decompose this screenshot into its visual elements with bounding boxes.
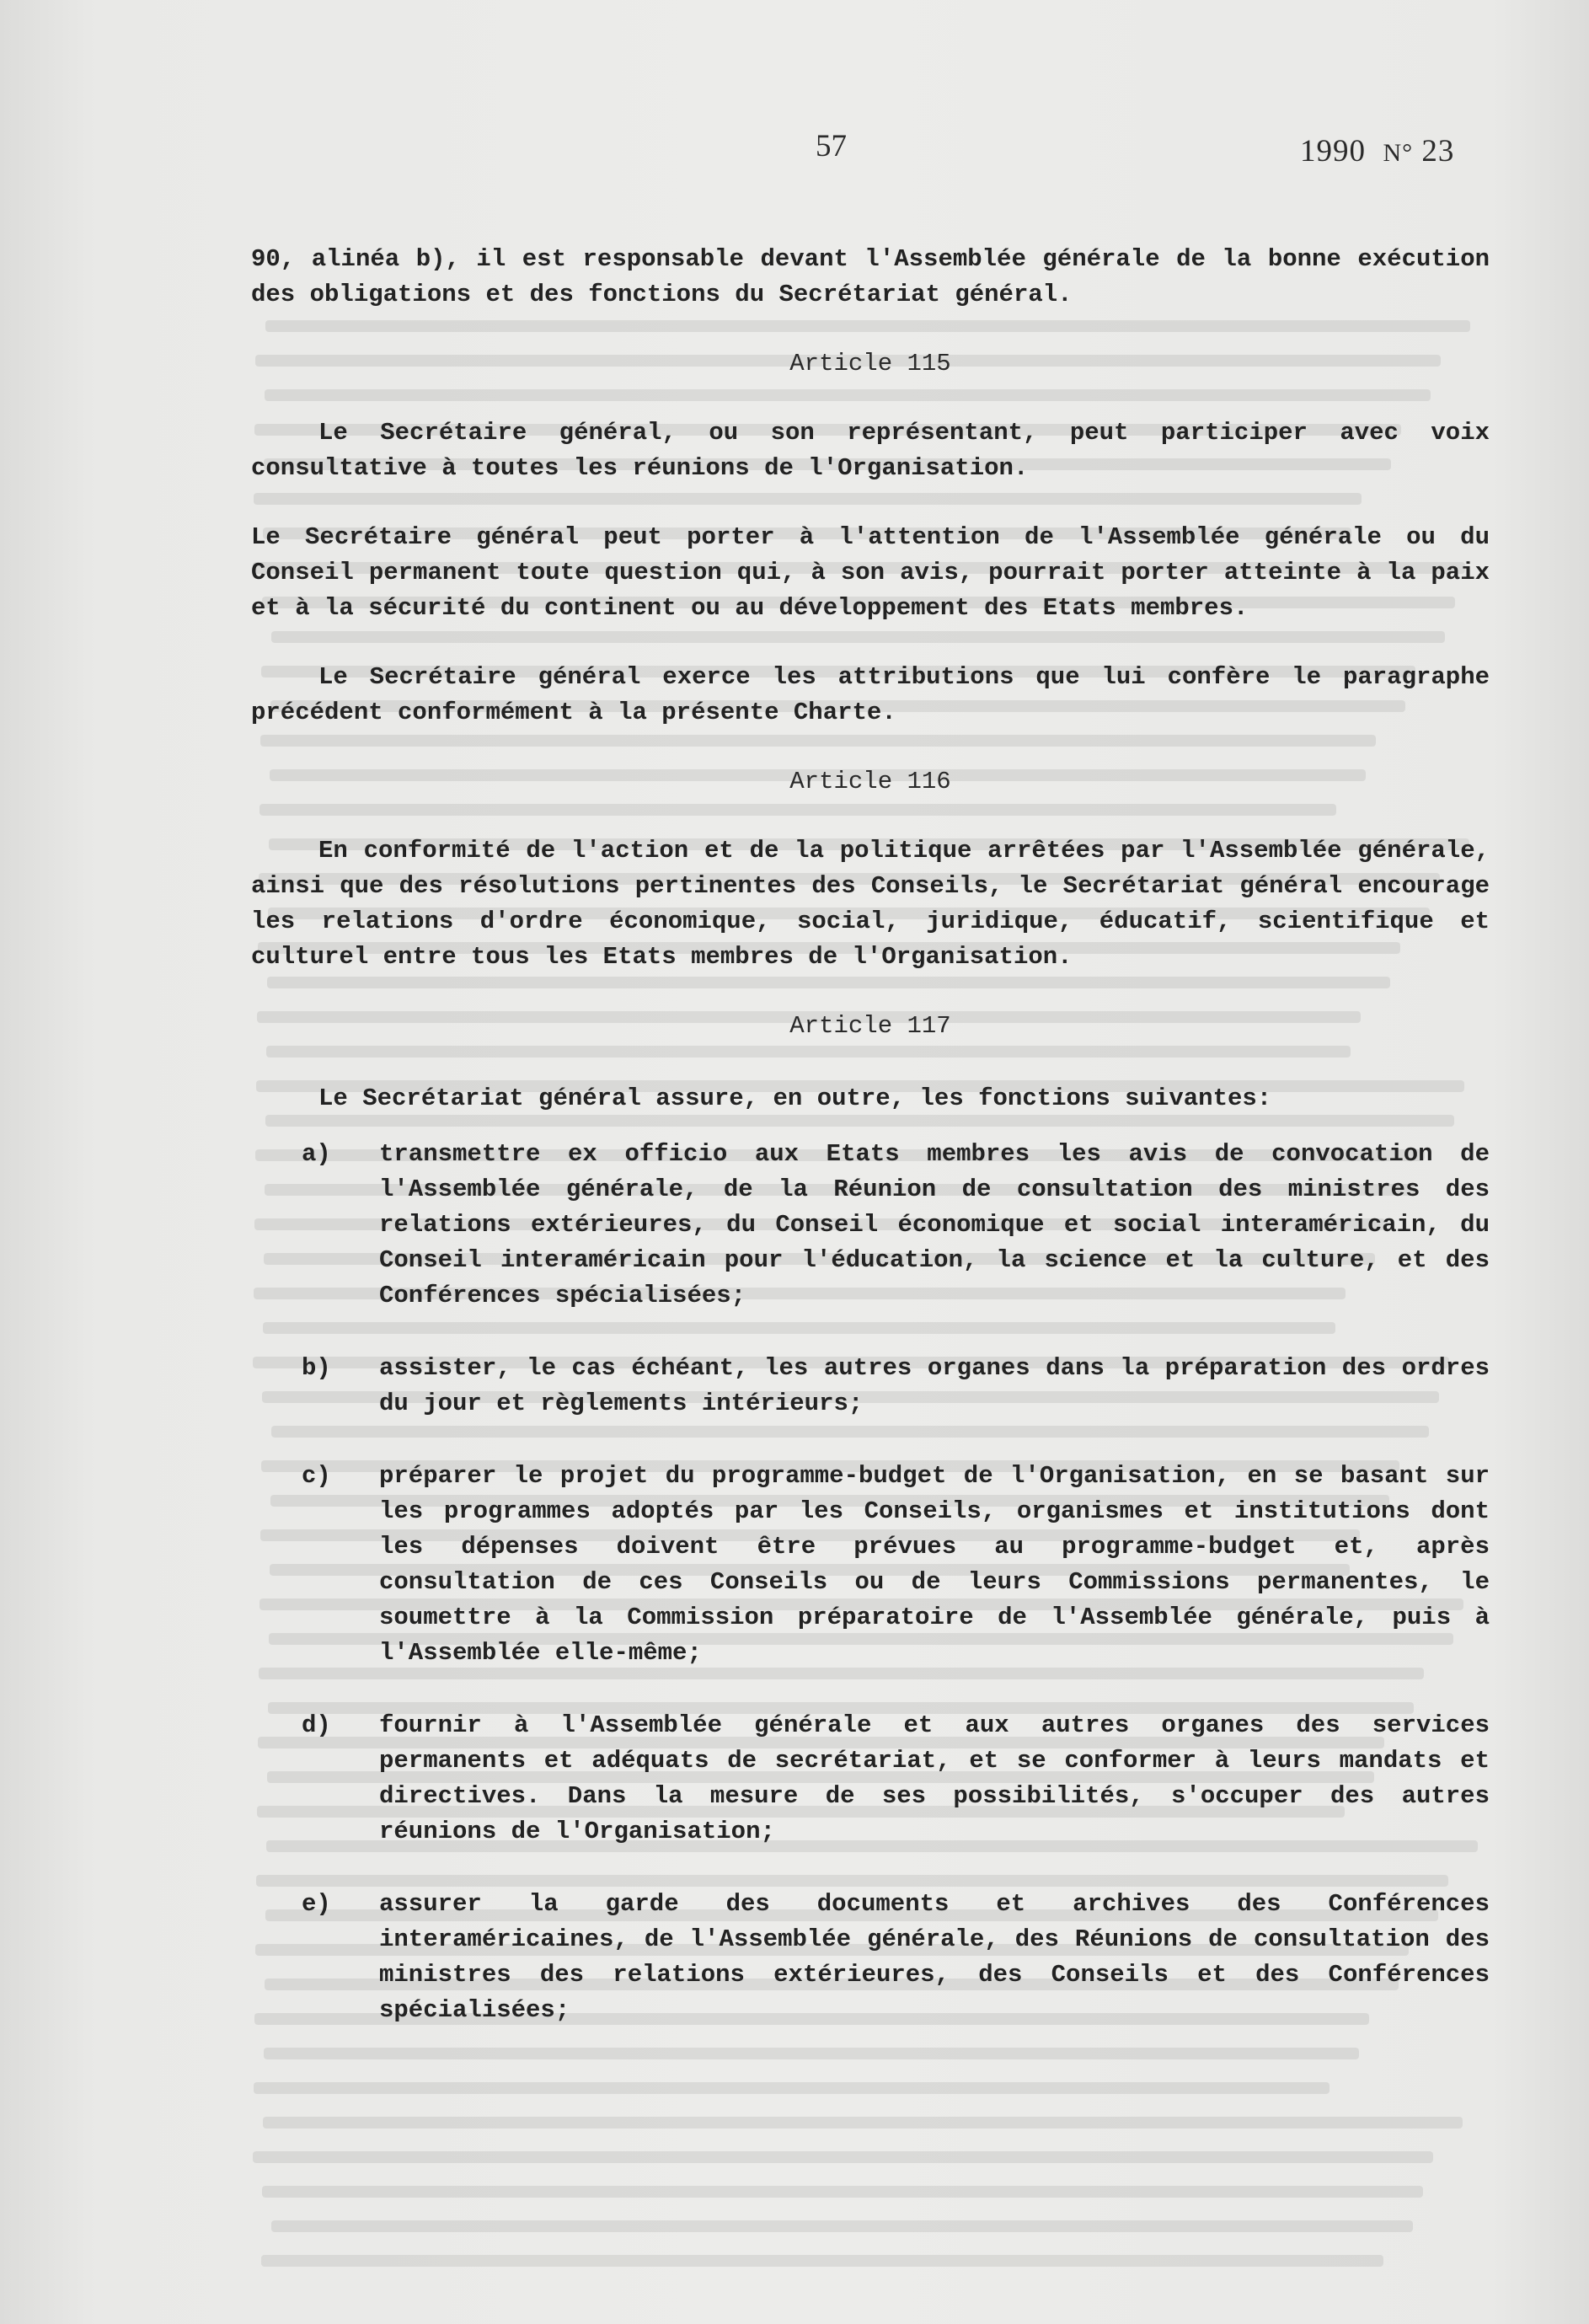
item-text: transmettre ex officio aux Etats membres les avis de convocation de l'Assemblée générale, de la Réunion de consultation des ministres des relations extérieures, du Conseil économique et social interaméricain, du Conseil interaméricain pour l'éducation, la science et la culture, et des Conférences spécialisées; [379,1140,1490,1309]
page-header [0,125,1589,175]
item-label: c) [302,1462,331,1490]
item-text: assister, le cas échéant, les autres organes dans la préparation des ordres du jour et règlements intérieurs; [379,1354,1490,1417]
item-text: préparer le projet du programme-budget de l'Organisation, en se basant sur les programmes adoptés par les Conseils, organismes et institutions dont les dépenses doivent être prévues au programme-budget et, après consultation de ces Conseils ou de leurs Commissions permanentes, le soumettre à la Commission préparatoire de l'Assemblée générale, puis à l'Assemblée elle-même; [379,1462,1490,1667]
page-number: 57 [816,129,847,163]
item-label: b) [302,1354,331,1382]
list-item [251,1887,1490,2028]
issue-number: 23 [1421,134,1455,169]
list-item [251,1137,1490,1314]
article-heading: Article 116 [789,768,951,795]
paragraph: Le Secrétaire général exerce les attributions que lui confère le paragraphe précédent conformément à la présente Charte. [251,663,1490,726]
bleed-through-line [253,2151,1433,2163]
document-body [251,242,1490,2028]
item-text: assurer la garde des documents et archives des Conférences interaméricaines, de l'Assemblée générale, des Réunions de consultation des ministres des relations extérieures, des Conseils et des Conférences spécialisées; [379,1890,1490,2024]
article-heading: Article 115 [789,350,951,378]
paragraph: En conformité de l'action et de la politique arrêtées par l'Assemblée générale, ainsi que des résolutions pertinentes des Conseils, le Secrétariat général encourage les relations d'ordre économique, social, juridique, éducatif, scientifique et culturel entre tous les Etats membres de l'Organisation. [251,837,1490,971]
intro-paragraph: 90, alinéa b), il est responsable devant l'Assemblée générale de la bonne exécution des obligations et des fonctions du Secrétariat général. [251,245,1490,308]
article-heading: Article 117 [789,1012,951,1040]
item-label: a) [302,1140,331,1168]
issue-number-sign: N° [1383,139,1414,167]
issue-reference [1300,133,1454,169]
bleed-through-line [271,2220,1413,2232]
bleed-through-line [264,2048,1359,2059]
bleed-through-line [254,2082,1330,2094]
bleed-through-line [261,2255,1383,2267]
item-label: e) [302,1890,331,1918]
item-text: fournir à l'Assemblée générale et aux autres organes des services permanents et adéquats de secrétariat, et se conformer à leurs mandats et directives. Dans la mesure de ses possibilités, s'occuper des autres réunions de l'Organisation; [379,1711,1490,1845]
paragraph: Le Secrétaire général peut porter à l'attention de l'Assemblée générale ou du Conseil permanent toute question qui, à son avis, pourrait porter atteinte à la paix et à la sécurité du continent ou au développement des Etats membres. [251,523,1490,622]
bleed-through-line [262,2186,1423,2198]
list-item [251,1351,1490,1422]
bleed-through-line [263,2117,1463,2129]
list-item [251,1459,1490,1671]
issue-year: 1990 [1300,134,1366,169]
list-item [251,1708,1490,1850]
item-label: d) [302,1711,331,1739]
paragraph: Le Secrétaire général, ou son représentant, peut participer avec voix consultative à toutes les réunions de l'Organisation. [251,419,1490,482]
paragraph: Le Secrétariat général assure, en outre, les fonctions suivantes: [318,1084,1272,1112]
